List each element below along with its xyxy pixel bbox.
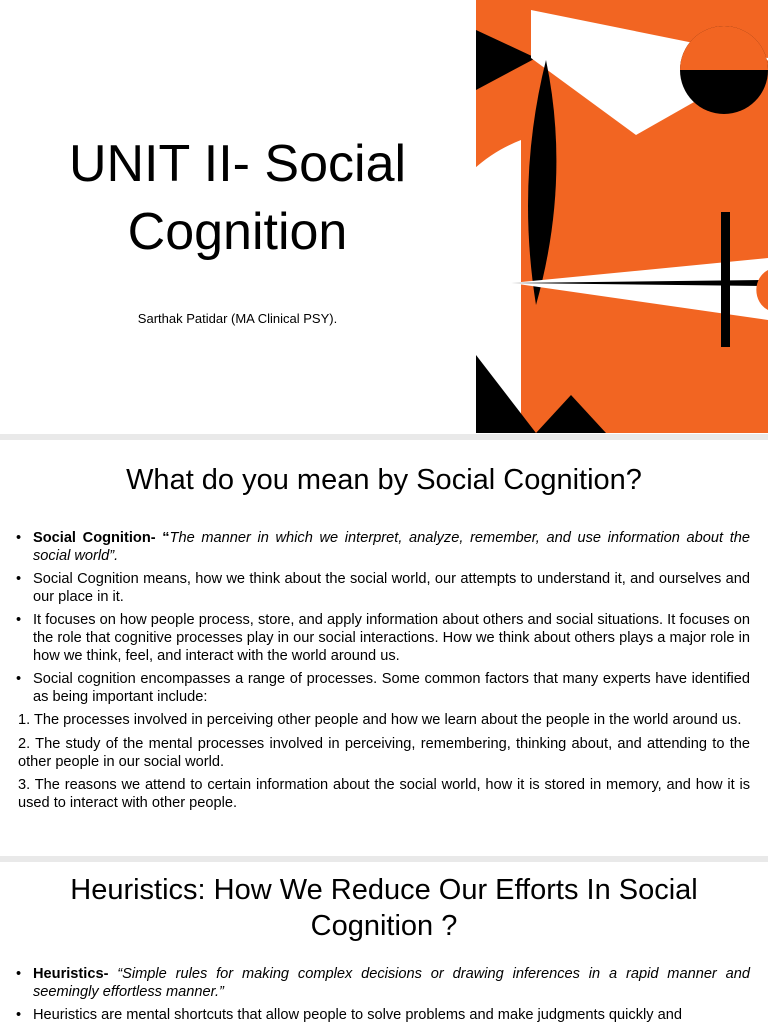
- bullet-processes: • Social cognition encompasses a range of processes. Some common factors that many experts have identified as being important include:: [16, 671, 750, 706]
- heuristics-quote: “Simple rules for making complex decisions or drawing inferences in a rapid manner and seemingly effortless manner.”: [33, 966, 750, 1000]
- slide-title-line-1: UNIT II- Social: [68, 135, 407, 193]
- numbered-item-3: 3. The reasons we attend to certain information about the social world, how it is stored in memory, and how it is used to interact with other people.: [18, 777, 750, 811]
- term-heuristics: Heuristics-: [33, 966, 118, 982]
- bullet-meaning: • Social Cognition means, how we think about the social world, our attempts to understand it, and ourselves and our place in it.: [16, 571, 750, 606]
- bullet-definition: [16, 530, 750, 565]
- slide-body: [16, 966, 750, 1031]
- bullet-heuristics-definition: [16, 966, 750, 1001]
- term-social-cognition: Social Cognition- “: [33, 530, 170, 546]
- numbered-item-1: 1. The processes involved in perceiving other people and how we learn about the people in the world around us.: [18, 712, 742, 729]
- title-slide: [0, 0, 768, 433]
- heuristics-slide: [0, 862, 768, 1024]
- art-black-bar: [721, 212, 730, 347]
- author-subtitle: Sarthak Patidar (MA Clinical PSY).: [137, 311, 338, 326]
- numbered-item-2: 2. The study of the mental processes involved in perceiving, remembering, thinking about, and attending to the other people in our social world.: [18, 735, 750, 770]
- slide-body: [16, 530, 750, 818]
- definition-quote: The manner in which we interpret, analyze, remember, and use information about the social world”.: [33, 530, 750, 564]
- bullet-focus: • It focuses on how people process, store, and apply information about others and social situations. It focuses on the role that cognitive processes play in our social interactions. How we think about others plays a major role in how we think, feel, and interact with the world around us.: [16, 612, 750, 665]
- slide-title: [30, 130, 445, 266]
- slide-heading: [0, 872, 768, 944]
- abstract-art-image: [476, 0, 768, 433]
- slide-title-line-2: Cognition: [127, 203, 348, 261]
- heading-line-1: Heuristics: How We Reduce Our Efforts In Social: [70, 874, 698, 906]
- definition-slide: [0, 440, 768, 860]
- slide-heading: What do you mean by Social Cognition?: [126, 464, 642, 496]
- bullet-heuristics-shortcuts: • Heuristics are mental shortcuts that allow people to solve problems and make judgments quickly and: [16, 1007, 750, 1025]
- heading-line-2: Cognition ?: [310, 910, 458, 942]
